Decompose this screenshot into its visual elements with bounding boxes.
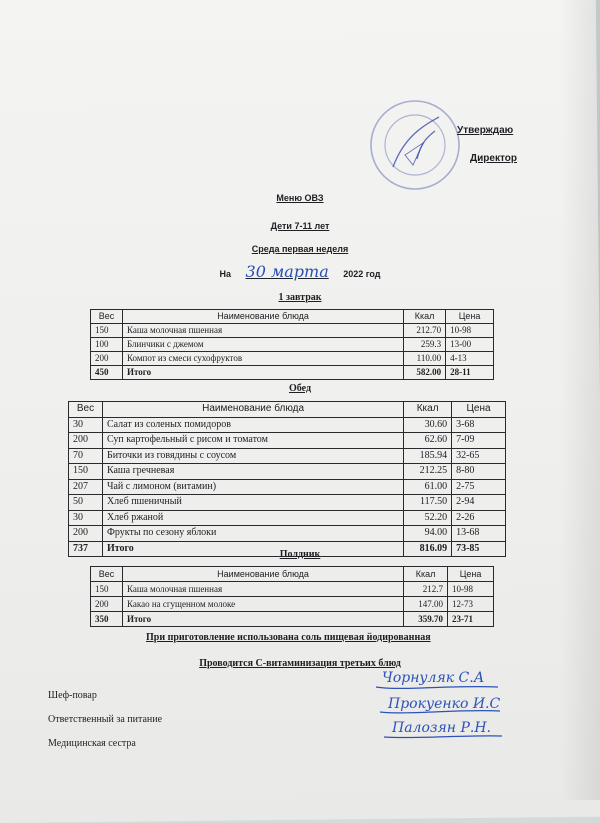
kcal-cell: 147.00 [404,597,448,612]
menu-title: Меню ОВЗ [276,193,324,203]
price-cell: 10-98 [446,324,494,338]
table-row [91,582,494,597]
signature-role-nurse: Медицинская сестра [48,738,136,749]
price-cell: 8-80 [452,464,506,480]
weight-cell: 150 [91,324,123,338]
salt-note: При приготовление использована соль пищевая йодированная [146,632,431,643]
signature-role-chef: Шеф-повар [48,690,97,701]
weight-cell: 200 [69,433,103,449]
weight-cell: 200 [69,526,103,542]
col-dish: Наименование блюда [122,567,403,582]
dish-cell: Чай с лимоном (витамин) [102,479,403,495]
total-weight: 450 [91,366,123,380]
dish-cell: Каша молочная пшенная [122,324,403,338]
kcal-cell: 117.50 [404,495,452,511]
total-row [91,366,494,380]
signature-food-manager-name: Прокуенко И.С [388,696,501,712]
director-label: Директор [470,153,517,164]
dish-cell: Компот из смеси сухофруктов [122,352,403,366]
total-weight: 737 [69,541,103,557]
table-row [69,433,506,449]
signature-underlines [370,665,510,750]
date-line [0,262,600,281]
weight-cell: 30 [69,417,103,433]
kcal-cell: 62.60 [404,433,452,449]
approve-label: Утверждаю [457,125,514,136]
price-cell: 13-00 [446,338,494,352]
price-cell: 4-13 [446,352,494,366]
price-cell: 2-75 [452,479,506,495]
total-label: Итого [122,366,403,380]
col-price: Цена [448,567,494,582]
kcal-cell: 259.3 [404,338,446,352]
weight-cell: 70 [69,448,103,464]
total-price: 23-71 [448,612,494,627]
col-weight: Вес [69,402,103,418]
price-cell: 2-94 [452,495,506,511]
price-cell: 3-68 [452,417,506,433]
date-prefix: На [219,269,232,279]
signature-nurse-name: Палозян Р.Н. [392,720,492,736]
signature-chef-name: Чорнуляк С.А [382,670,485,686]
table-header-row [91,567,494,582]
date-handwritten: 30 марта [245,262,329,281]
total-weight: 350 [91,612,123,627]
kcal-cell: 30.60 [404,417,452,433]
table-row [69,448,506,464]
dish-cell: Суп картофельный с рисом и томатом [102,433,403,449]
kcal-cell: 52.20 [404,510,452,526]
dish-cell: Салат из соленых помидоров [102,417,403,433]
price-cell: 12-73 [448,597,494,612]
price-cell: 7-09 [452,433,506,449]
price-cell: 2-26 [452,510,506,526]
kcal-cell: 94.00 [404,526,452,542]
col-weight: Вес [91,567,123,582]
table-row [69,495,506,511]
table-header-row [69,402,506,418]
weight-cell: 207 [69,479,103,495]
weight-cell: 50 [69,495,103,511]
price-cell: 13-68 [452,526,506,542]
total-price: 28-11 [446,366,494,380]
weight-cell: 30 [69,510,103,526]
weight-cell: 200 [91,352,123,366]
table-row [69,464,506,480]
snack-title: Полдник [279,549,321,560]
week-day: Среда первая неделя [251,244,349,254]
price-cell: 10-98 [448,582,494,597]
vitamin-note: Проводится С-витаминизация третьих блюд [199,658,401,669]
kcal-cell: 185.94 [404,448,452,464]
total-price: 73-85 [452,541,506,557]
total-kcal: 816.09 [404,541,452,557]
total-kcal: 359.70 [404,612,448,627]
weight-cell: 100 [91,338,123,352]
total-row [91,612,494,627]
col-kcal: Ккал [404,402,452,418]
children-age: Дети 7-11 лет [270,221,330,231]
col-kcal: Ккал [404,567,448,582]
table-row [91,324,494,338]
paper-edge-shadow [560,0,600,800]
col-kcal: Ккал [404,310,446,324]
dish-cell: Хлеб пшеничный [102,495,403,511]
kcal-cell: 61.00 [404,479,452,495]
breakfast-table [90,309,494,380]
table-row [91,352,494,366]
table-row [91,338,494,352]
dish-cell: Каша гречневая [102,464,403,480]
lunch-title: Обед [288,383,311,394]
signature-role-food-manager: Ответственный за питание [48,714,163,725]
dish-cell: Фрукты по сезону яблоки [102,526,403,542]
snack-table [90,566,494,627]
table-row [91,597,494,612]
lunch-table [68,401,506,557]
kcal-cell: 212.25 [404,464,452,480]
dish-cell: Хлеб ржаной [102,510,403,526]
total-label: Итого [102,541,403,557]
school-stamp [365,95,465,195]
breakfast-title: 1 завтрак [278,292,322,303]
kcal-cell: 212.7 [404,582,448,597]
dish-cell: Блинчики с джемом [122,338,403,352]
col-dish: Наименование блюда [102,402,403,418]
table-header-row [91,310,494,324]
kcal-cell: 110.00 [404,352,446,366]
dish-cell: Каша молочная пшенная [122,582,403,597]
price-cell: 32-65 [452,448,506,464]
weight-cell: 150 [69,464,103,480]
weight-cell: 200 [91,597,123,612]
table-row [69,479,506,495]
col-price: Цена [452,402,506,418]
col-dish: Наименование блюда [122,310,403,324]
total-label: Итого [122,612,403,627]
dish-cell: Биточки из говядины с соусом [102,448,403,464]
table-row [69,526,506,542]
weight-cell: 150 [91,582,123,597]
col-weight: Вес [91,310,123,324]
table-row [69,417,506,433]
dish-cell: Какао на сгущенном молоке [122,597,403,612]
date-suffix: 2022 год [343,269,381,279]
col-price: Цена [446,310,494,324]
table-row [69,510,506,526]
kcal-cell: 212.70 [404,324,446,338]
total-kcal: 582.00 [404,366,446,380]
